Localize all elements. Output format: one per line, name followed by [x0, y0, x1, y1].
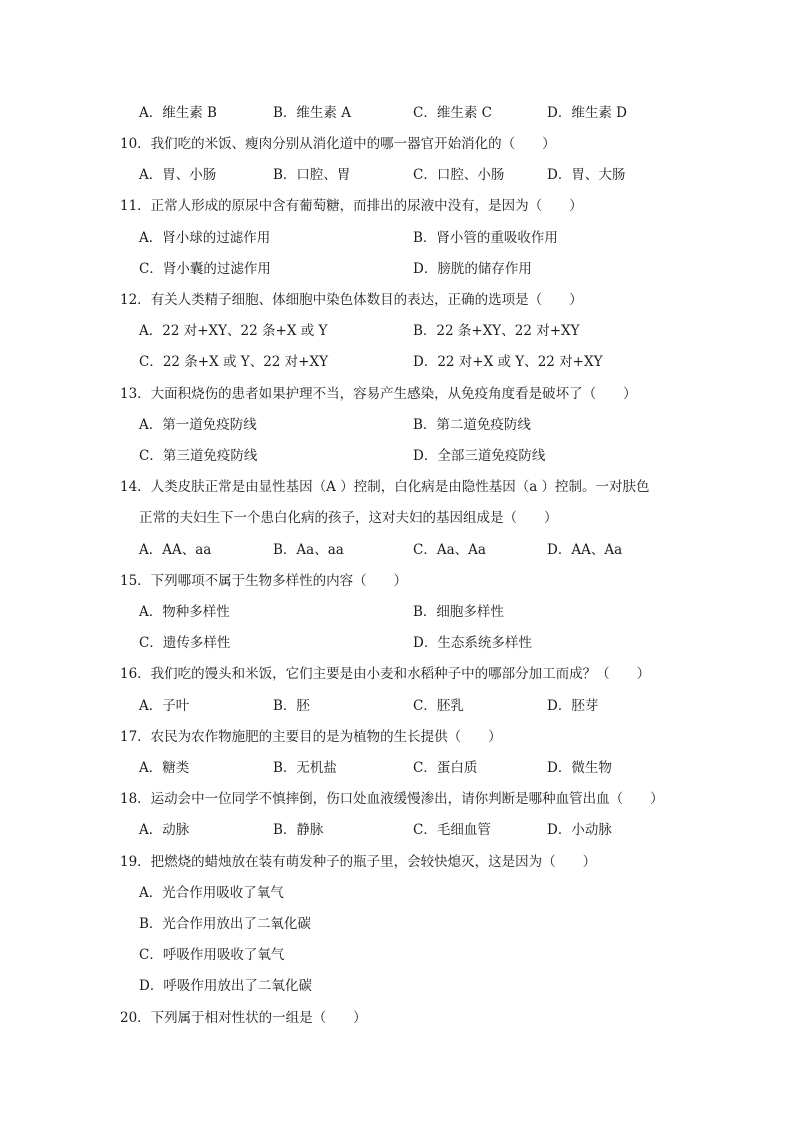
option-a: A．物种多样性	[139, 604, 230, 620]
option-c: C．Aa、Aa	[413, 542, 486, 558]
option-a: A．22 对+XY、22 条+X 或 Y	[139, 323, 328, 339]
option-b: B．胚	[273, 698, 310, 714]
option-d: D．AA、Aa	[547, 542, 623, 558]
option-b: B．维生素 A	[273, 105, 351, 121]
option-b: B．静脉	[273, 822, 324, 838]
option-d: D．胚芽	[547, 698, 599, 714]
option-a: A．胃、小肠	[139, 167, 217, 183]
option-d: D．全部三道免疫防线	[413, 448, 546, 464]
option-b: B．22 条+XY、22 对+XY	[413, 323, 580, 339]
option-d: D．22 对+X 或 Y、22 对+XY	[413, 354, 603, 370]
question-stem: 18．运动会中一位同学不慎摔倒，伤口处血液缓慢渗出，请你判断是哪种血管出血（ ）	[120, 791, 664, 807]
option-c: C．第三道免疫防线	[139, 448, 258, 464]
question-stem: 20．下列属于相对性状的一组是（ ）	[120, 1010, 367, 1026]
option-c: C．口腔、小肠	[413, 167, 505, 183]
question-stem: 19．把燃烧的蜡烛放在装有萌发种子的瓶子里，会较快熄灭，这是因为（ ）	[120, 854, 597, 870]
option-b: B．第二道免疫防线	[413, 417, 531, 433]
option-a: A．子叶	[139, 698, 190, 714]
option-c: C．肾小囊的过滤作用	[139, 261, 271, 277]
option-b: B．细胞多样性	[413, 604, 504, 620]
question-stem: 17．农民为农作物施肥的主要目的是为植物的生长提供（ ）	[120, 729, 502, 745]
option-c: C．维生素 C	[413, 105, 492, 121]
option-b: B．无机盐	[273, 760, 337, 776]
option-c: C．遗传多样性	[139, 635, 231, 651]
option-a: A．AA、aa	[139, 542, 212, 558]
option-b: B．Aa、aa	[273, 542, 344, 558]
option-c: C．毛细血管	[413, 822, 491, 838]
option-d: D．膀胱的储存作用	[413, 261, 532, 277]
option-c: C．呼吸作用吸收了氧气	[139, 947, 285, 963]
option-d: D．小动脉	[547, 822, 612, 838]
question-stem: 11．正常人形成的原尿中含有葡萄糖，而排出的尿液中没有，是因为（ ）	[120, 198, 583, 214]
option-b: B．肾小管的重吸收作用	[413, 230, 558, 246]
option-d: D．胃、大肠	[547, 167, 626, 183]
option-d: D．微生物	[547, 760, 612, 776]
option-c: C．22 条+X 或 Y、22 对+XY	[139, 354, 329, 370]
question-stem: 14．人类皮肤正常是由显性基因（A ）控制，白化病是由隐性基因（a ）控制。一对肤色	[120, 479, 650, 495]
option-b: B．口腔、胃	[273, 167, 351, 183]
option-c: C．胚乳	[413, 698, 464, 714]
option-a: A．维生素 B	[139, 105, 217, 121]
option-a: A．动脉	[139, 822, 190, 838]
option-d: D．维生素 D	[547, 105, 627, 121]
option-a: A．第一道免疫防线	[139, 417, 257, 433]
option-a: A．糖类	[139, 760, 190, 776]
option-c: C．蛋白质	[413, 760, 478, 776]
question-stem: 12．有关人类精子细胞、体细胞中染色体数目的表达，正确的选项是（ ）	[120, 292, 583, 308]
question-stem: 16．我们吃的馒头和米饭，它们主要是由小麦和水稻种子中的哪部分加工而成？（ ）	[120, 666, 651, 682]
option-a: A．肾小球的过滤作用	[139, 230, 271, 246]
option-d: D．生态系统多样性	[413, 635, 532, 651]
option-d: D．呼吸作用放出了二氧化碳	[139, 978, 312, 994]
question-stem: 13．大面积烧伤的患者如果护理不当，容易产生感染，从免疫角度看是破坏了（ ）	[120, 386, 637, 402]
option-b: B．光合作用放出了二氧化碳	[139, 916, 311, 932]
option-a: A．光合作用吸收了氧气	[139, 885, 284, 901]
question-stem: 15．下列哪项不属于生物多样性的内容（ ）	[120, 573, 408, 589]
question-stem: 10．我们吃的米饭、瘦肉分别从消化道中的哪一器官开始消化的（ ）	[120, 136, 556, 152]
question-stem-continued: 正常的夫妇生下一个患白化病的孩子，这对夫妇的基因组成是（ ）	[139, 510, 558, 526]
